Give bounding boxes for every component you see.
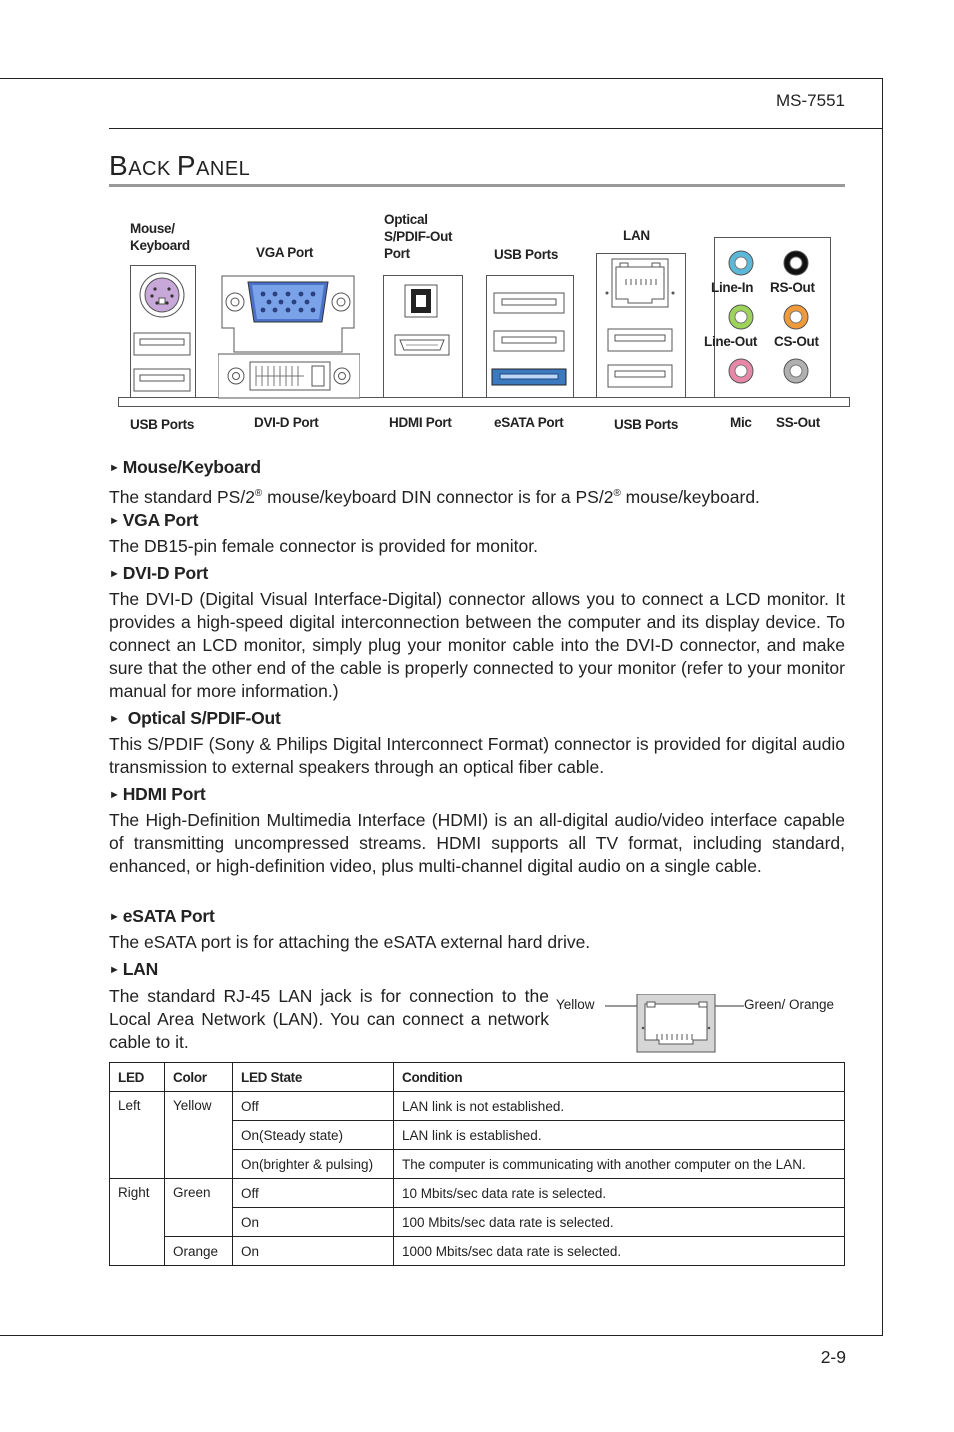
cell-led-state: On(Steady state) (233, 1121, 394, 1150)
bullet-triangle-icon: ► (109, 964, 120, 976)
top-frame-line (0, 78, 883, 79)
label-optical: Optical S/PDIF-Out Port (384, 212, 453, 261)
label-usb-ports-top: USB Ports (494, 247, 559, 262)
cell-condition: LAN link is not established. (394, 1092, 845, 1121)
vga-dvi-graphic (218, 272, 360, 400)
table-row (110, 1179, 845, 1208)
cell-led-state: Off (233, 1092, 394, 1121)
section-body-lan: The standard RJ-45 LAN jack is for connection to the Local Area Network (LAN). You can connect a network cable to it. (109, 986, 549, 1052)
cell-condition: 10 Mbits/sec data rate is selected. (394, 1179, 845, 1208)
rj45-jack-icon (605, 994, 745, 1054)
model-number: MS-7551 (776, 91, 845, 110)
label-dvi-port: DVI-D Port (254, 415, 319, 430)
section-body-optical: This S/PDIF (Sony & Philips Digital Interconnect Format) connector is provided for digital audio transmission to external speakers through an optical fiber cable. (109, 734, 845, 777)
label-green-orange-led: Green/ Orange (744, 997, 835, 1012)
led-status-table (109, 1062, 845, 1266)
section-heading-optical: ► Optical S/PDIF-Out (109, 708, 281, 728)
section-body-hdmi: The High-Definition Multimedia Interface (HDMI) is an all-digital audio/video interface capable of transmitting uncompressed streams. HDMI supports all TV format, including standard, enhanced, or high-definition video, plus multi-channel digital audio on a single cable. (109, 810, 845, 876)
col-header-led: LED (110, 1063, 165, 1092)
col-header-led-state: LED State (233, 1063, 394, 1092)
section-heading-hdmi: ► HDMI Port (109, 784, 206, 804)
label-rs-out: RS-Out (770, 280, 815, 295)
bullet-triangle-icon: ► (109, 713, 120, 725)
section-body-dvi: The DVI-D (Digital Visual Interface-Digital) connector allows you to connect a LCD monitor. It provides a high-speed digital interconnection between the computer and its display device. To connect an LCD monitor, simply plug your monitor cable into the DVI-D connector, and make sure that the other end of the cable is properly connected to your monitor (refer to your monitor manual for more information.) (109, 589, 845, 701)
audio-jack-hole (790, 311, 802, 323)
label-cs-out: CS-Out (774, 334, 819, 349)
bottom-frame-line (0, 1335, 883, 1336)
cell-led: Right (110, 1179, 165, 1266)
label-line-in: Line-In (711, 280, 754, 295)
cell-led: Left (110, 1092, 165, 1179)
cell-led-state: On (233, 1237, 394, 1266)
section-heading-esata: ► eSATA Port (109, 906, 215, 926)
bullet-triangle-icon: ► (109, 462, 120, 474)
label-usb-ports-left: USB Ports (130, 417, 195, 432)
header-underline (109, 128, 883, 129)
cell-color: Green (165, 1179, 233, 1237)
cell-led-state: On(brighter & pulsing) (233, 1150, 394, 1179)
section-heading-mouse-keyboard: ► Mouse/Keyboard (109, 457, 261, 477)
label-ss-out: SS-Out (776, 415, 820, 430)
bullet-triangle-icon: ► (109, 911, 120, 923)
lan-usb-graphic (596, 253, 686, 398)
title-rule (109, 184, 845, 187)
label-usb-ports-right: USB Ports (614, 417, 679, 432)
bullet-triangle-icon: ► (109, 789, 120, 801)
cell-color: Orange (165, 1237, 233, 1266)
label-line-out: Line-Out (704, 334, 758, 349)
table-row (110, 1237, 845, 1266)
bullet-triangle-icon: ► (109, 568, 120, 580)
section-heading-dvi: ► DVI-D Port (109, 563, 209, 583)
col-header-color: Color (165, 1063, 233, 1092)
label-esata-port: eSATA Port (494, 415, 564, 430)
page-number: 2-9 (820, 1347, 846, 1367)
audio-jack-hole (735, 311, 747, 323)
ps2-usb-graphic (130, 265, 196, 398)
label-mouse-keyboard: Mouse/ Keyboard (130, 221, 190, 253)
label-lan: LAN (623, 228, 650, 243)
label-vga-port: VGA Port (256, 245, 314, 260)
usb-esata-graphic (486, 275, 574, 398)
col-header-condition: Condition (394, 1063, 845, 1092)
bullet-triangle-icon: ► (109, 515, 120, 527)
label-yellow-led: Yellow (556, 997, 595, 1012)
audio-jack-hole (790, 365, 802, 377)
cell-led-state: Off (233, 1179, 394, 1208)
label-hdmi-port: HDMI Port (389, 415, 452, 430)
table-row (110, 1092, 845, 1121)
audio-jack-hole (790, 257, 802, 269)
section-heading-lan: ► LAN (109, 959, 159, 979)
cell-condition: LAN link is established. (394, 1121, 845, 1150)
cell-led-state: On (233, 1208, 394, 1237)
section-heading-vga: ► VGA Port (109, 510, 199, 530)
audio-jacks-graphic (714, 237, 831, 398)
right-frame-line (882, 78, 883, 1336)
optical-hdmi-graphic (383, 275, 463, 398)
section-body-mouse-keyboard: The standard PS/2® mouse/keyboard DIN connector is for a PS/2® mouse/keyboard. (109, 486, 760, 507)
cell-condition: 100 Mbits/sec data rate is selected. (394, 1208, 845, 1237)
audio-jack-hole (735, 365, 747, 377)
label-mic: Mic (730, 415, 752, 430)
audio-jack-hole (735, 257, 747, 269)
section-body-esata: The eSATA port is for attaching the eSATA external hard drive. (109, 932, 591, 952)
table-header-row (110, 1063, 845, 1092)
page-title: BACK PANEL (109, 150, 251, 181)
cell-condition: 1000 Mbits/sec data rate is selected. (394, 1237, 845, 1266)
cell-color: Yellow (165, 1092, 233, 1179)
cell-condition: The computer is communicating with another computer on the LAN. (394, 1150, 845, 1179)
section-body-vga: The DB15-pin female connector is provided for monitor. (109, 536, 538, 556)
